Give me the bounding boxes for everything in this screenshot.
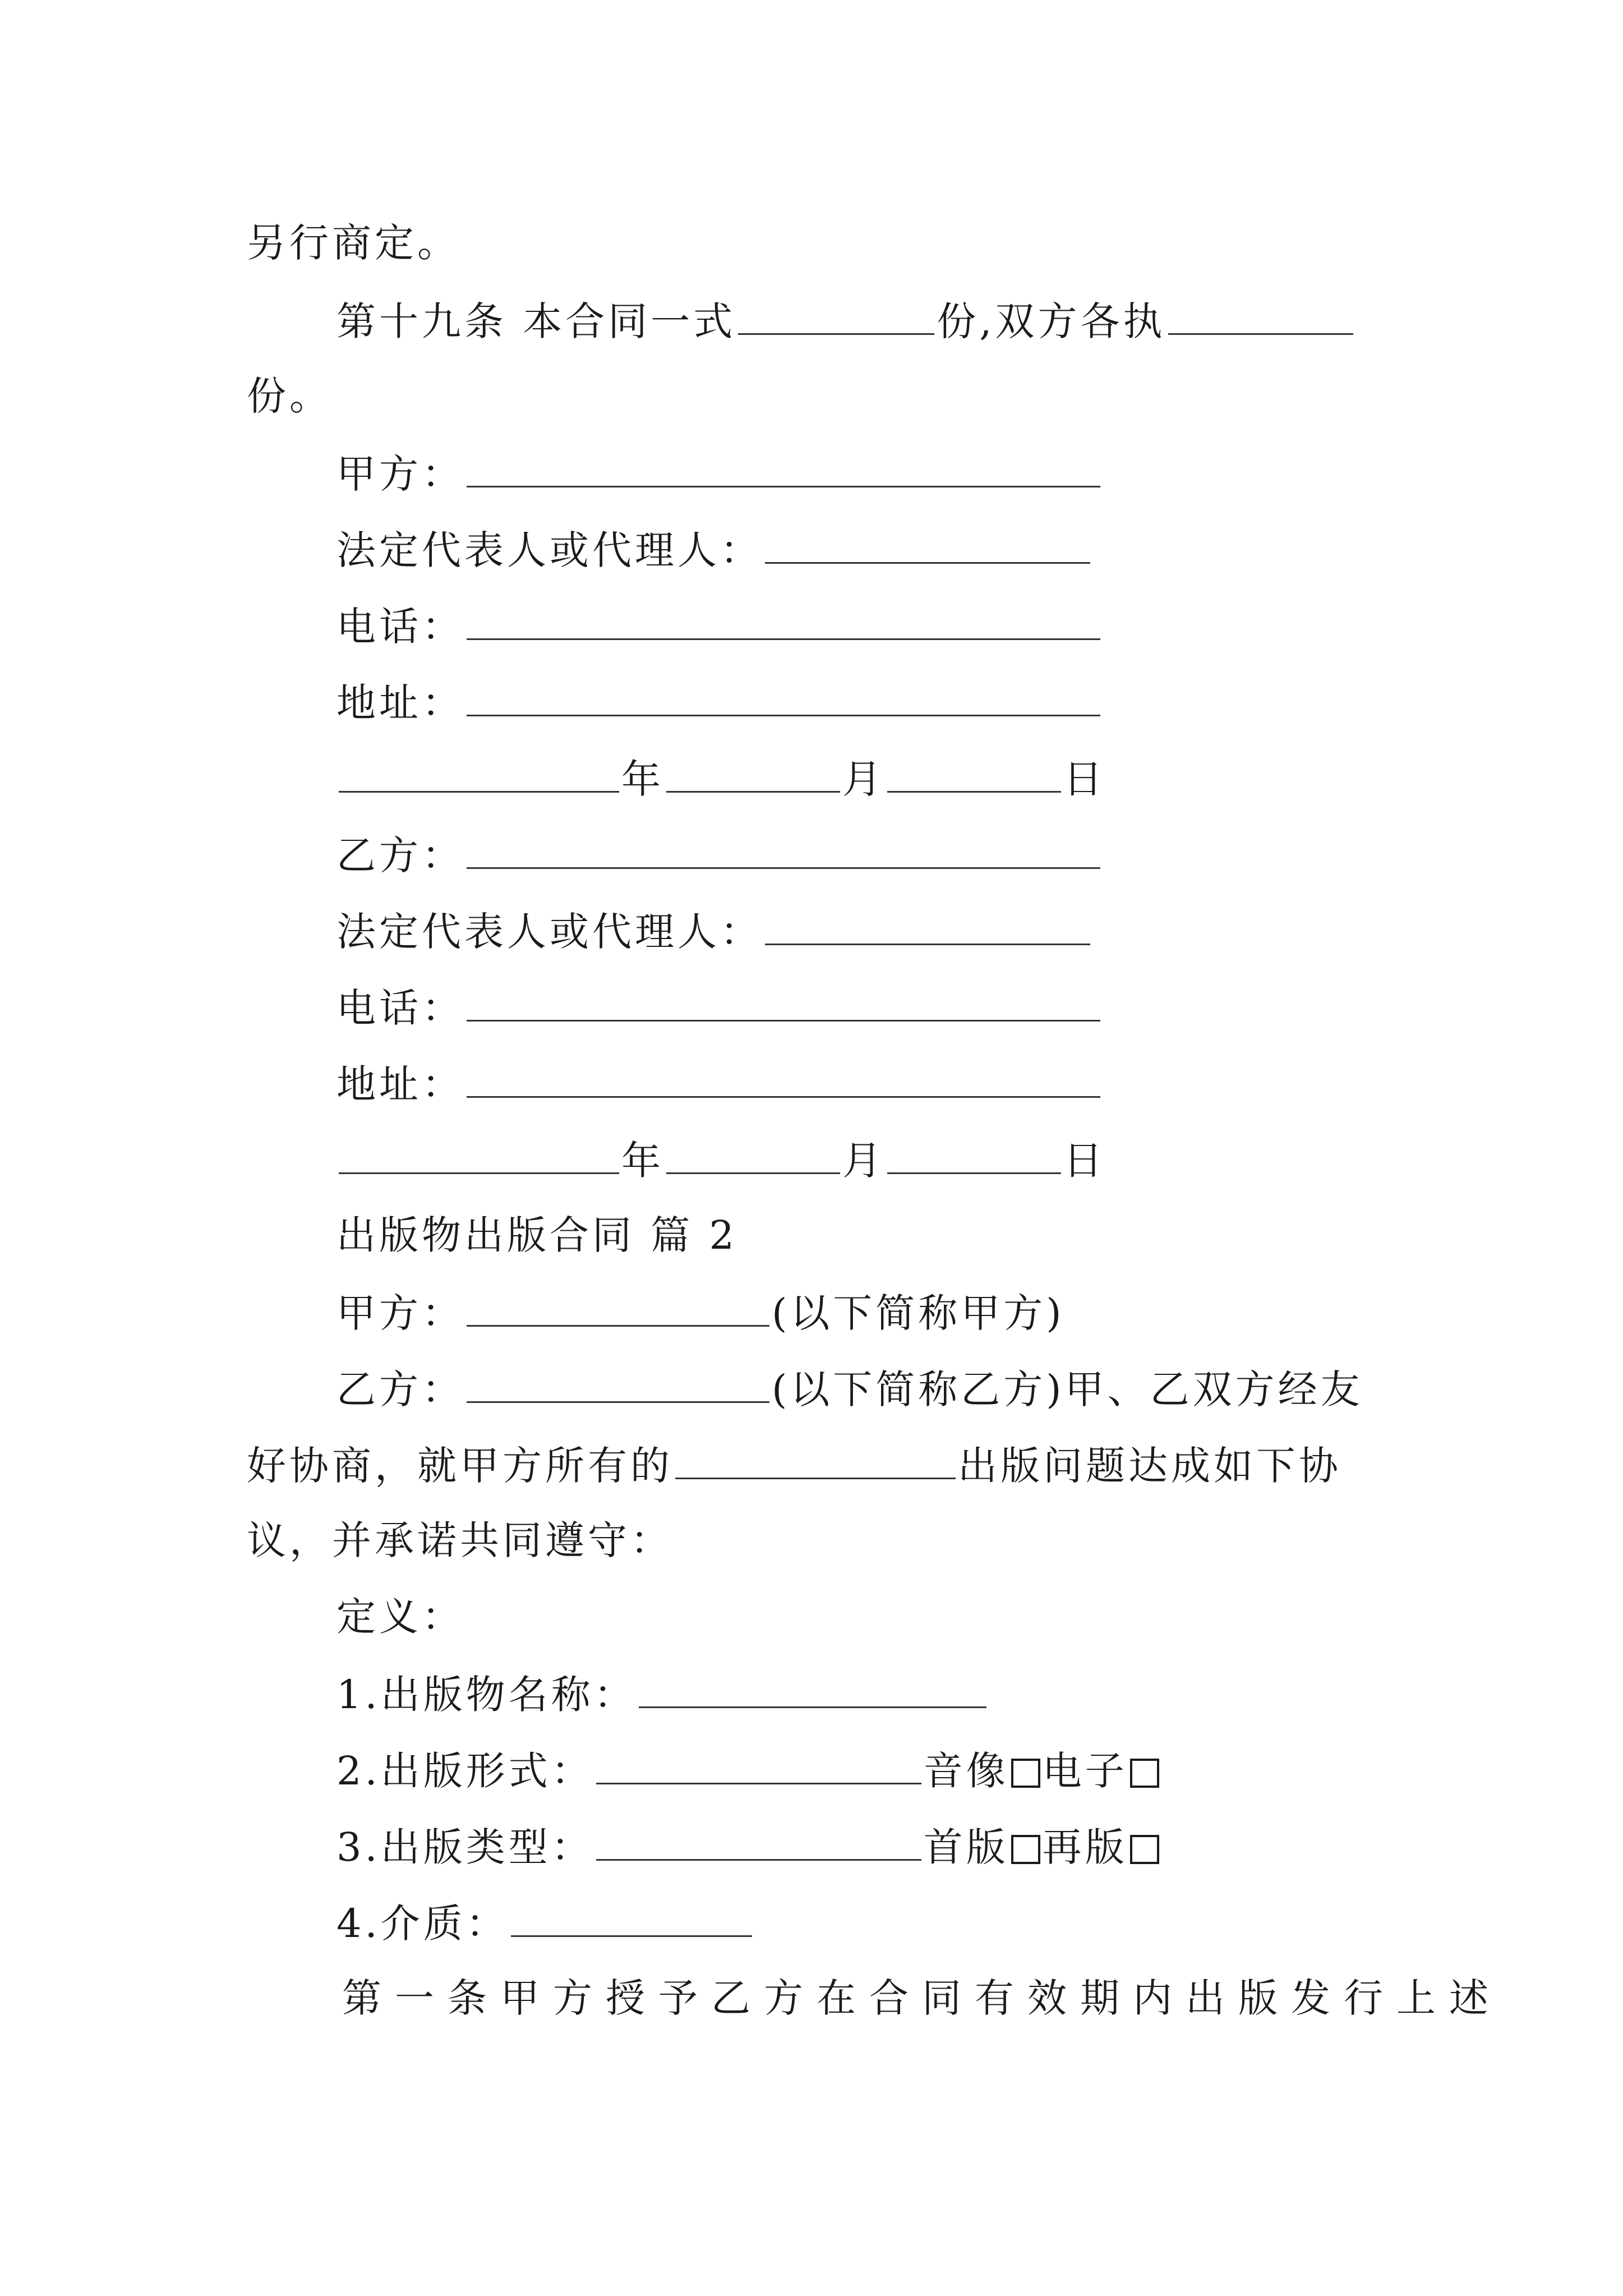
definitions-heading: 定义： — [336, 1594, 464, 1640]
line-continued: 另行商定。 — [247, 220, 460, 266]
contract2-party-a: 甲方： (以下简称甲方) — [336, 1283, 1065, 1341]
party-a-day-blank[interactable] — [887, 749, 1061, 793]
party-b-address-line: 地址： — [336, 1055, 1103, 1112]
article-19: 第十九条 本合同一式 份,双方各执 — [336, 292, 1355, 349]
party-b-date-line: 年 月 日 — [336, 1131, 1106, 1189]
article-1: 第一条甲方授予乙方在合同有效期内出版发行上述 — [342, 1975, 1502, 2021]
party-a-phone-line: 电话： — [336, 597, 1103, 655]
electronic-checkbox[interactable] — [1130, 1759, 1159, 1788]
contract2-party-a-blank[interactable] — [467, 1283, 769, 1327]
publication-name-blank[interactable] — [639, 1665, 986, 1708]
party-a-month-blank[interactable] — [666, 749, 840, 793]
article-19-end: 份。 — [247, 373, 332, 419]
party-a-rep-line: 法定代表人或代理人： — [336, 521, 1092, 578]
medium-blank[interactable] — [511, 1894, 752, 1937]
agreement-line: 议，并承诺共同遵守： — [247, 1517, 673, 1563]
def-publication-form: 2.出版形式： 音像 电子 — [336, 1741, 1161, 1799]
copies-blank[interactable] — [738, 292, 934, 335]
party-b-rep-line: 法定代表人或代理人： — [336, 902, 1092, 960]
copies-each-blank[interactable] — [1168, 292, 1353, 335]
party-a-blank[interactable] — [467, 444, 1100, 487]
party-b-blank[interactable] — [467, 826, 1100, 869]
party-b-month-blank[interactable] — [666, 1131, 840, 1174]
party-a-rep-blank[interactable] — [765, 521, 1090, 564]
section-title: 出版物出版合同 篇 2 — [336, 1212, 738, 1258]
party-b-address-blank[interactable] — [467, 1055, 1100, 1098]
owned-work-blank[interactable] — [675, 1436, 956, 1479]
party-a-date-line: 年 月 日 — [336, 749, 1106, 807]
def-publication-name: 1.出版物名称： — [336, 1665, 989, 1723]
reprint-checkbox[interactable] — [1130, 1835, 1159, 1864]
party-b-phone-blank[interactable] — [467, 978, 1100, 1022]
party-b-rep-blank[interactable] — [765, 902, 1090, 945]
negotiation-line: 好协商，就甲方所有的 出版问题达成如下协 — [247, 1436, 1341, 1494]
party-b-day-blank[interactable] — [887, 1131, 1061, 1174]
party-a-line: 甲方： — [336, 444, 1103, 502]
contract2-party-b: 乙方： (以下简称乙方)甲、乙双方经友 — [336, 1360, 1363, 1418]
party-a-address-blank[interactable] — [467, 673, 1100, 716]
party-a-phone-blank[interactable] — [467, 597, 1100, 640]
publication-type-blank[interactable] — [596, 1818, 921, 1861]
party-b-line: 乙方： — [336, 826, 1103, 884]
party-b-year-blank[interactable] — [339, 1131, 619, 1174]
contract2-party-b-blank[interactable] — [467, 1360, 769, 1403]
party-b-phone-line: 电话： — [336, 978, 1103, 1036]
party-a-year-blank[interactable] — [339, 749, 619, 793]
publication-form-blank[interactable] — [596, 1741, 921, 1784]
def-publication-type: 3.出版类型： 首版 再版 — [336, 1818, 1161, 1875]
party-a-address-line: 地址： — [336, 673, 1103, 731]
first-edition-checkbox[interactable] — [1011, 1835, 1040, 1864]
audio-video-checkbox[interactable] — [1011, 1759, 1040, 1788]
def-medium: 4.介质： — [336, 1894, 754, 1952]
